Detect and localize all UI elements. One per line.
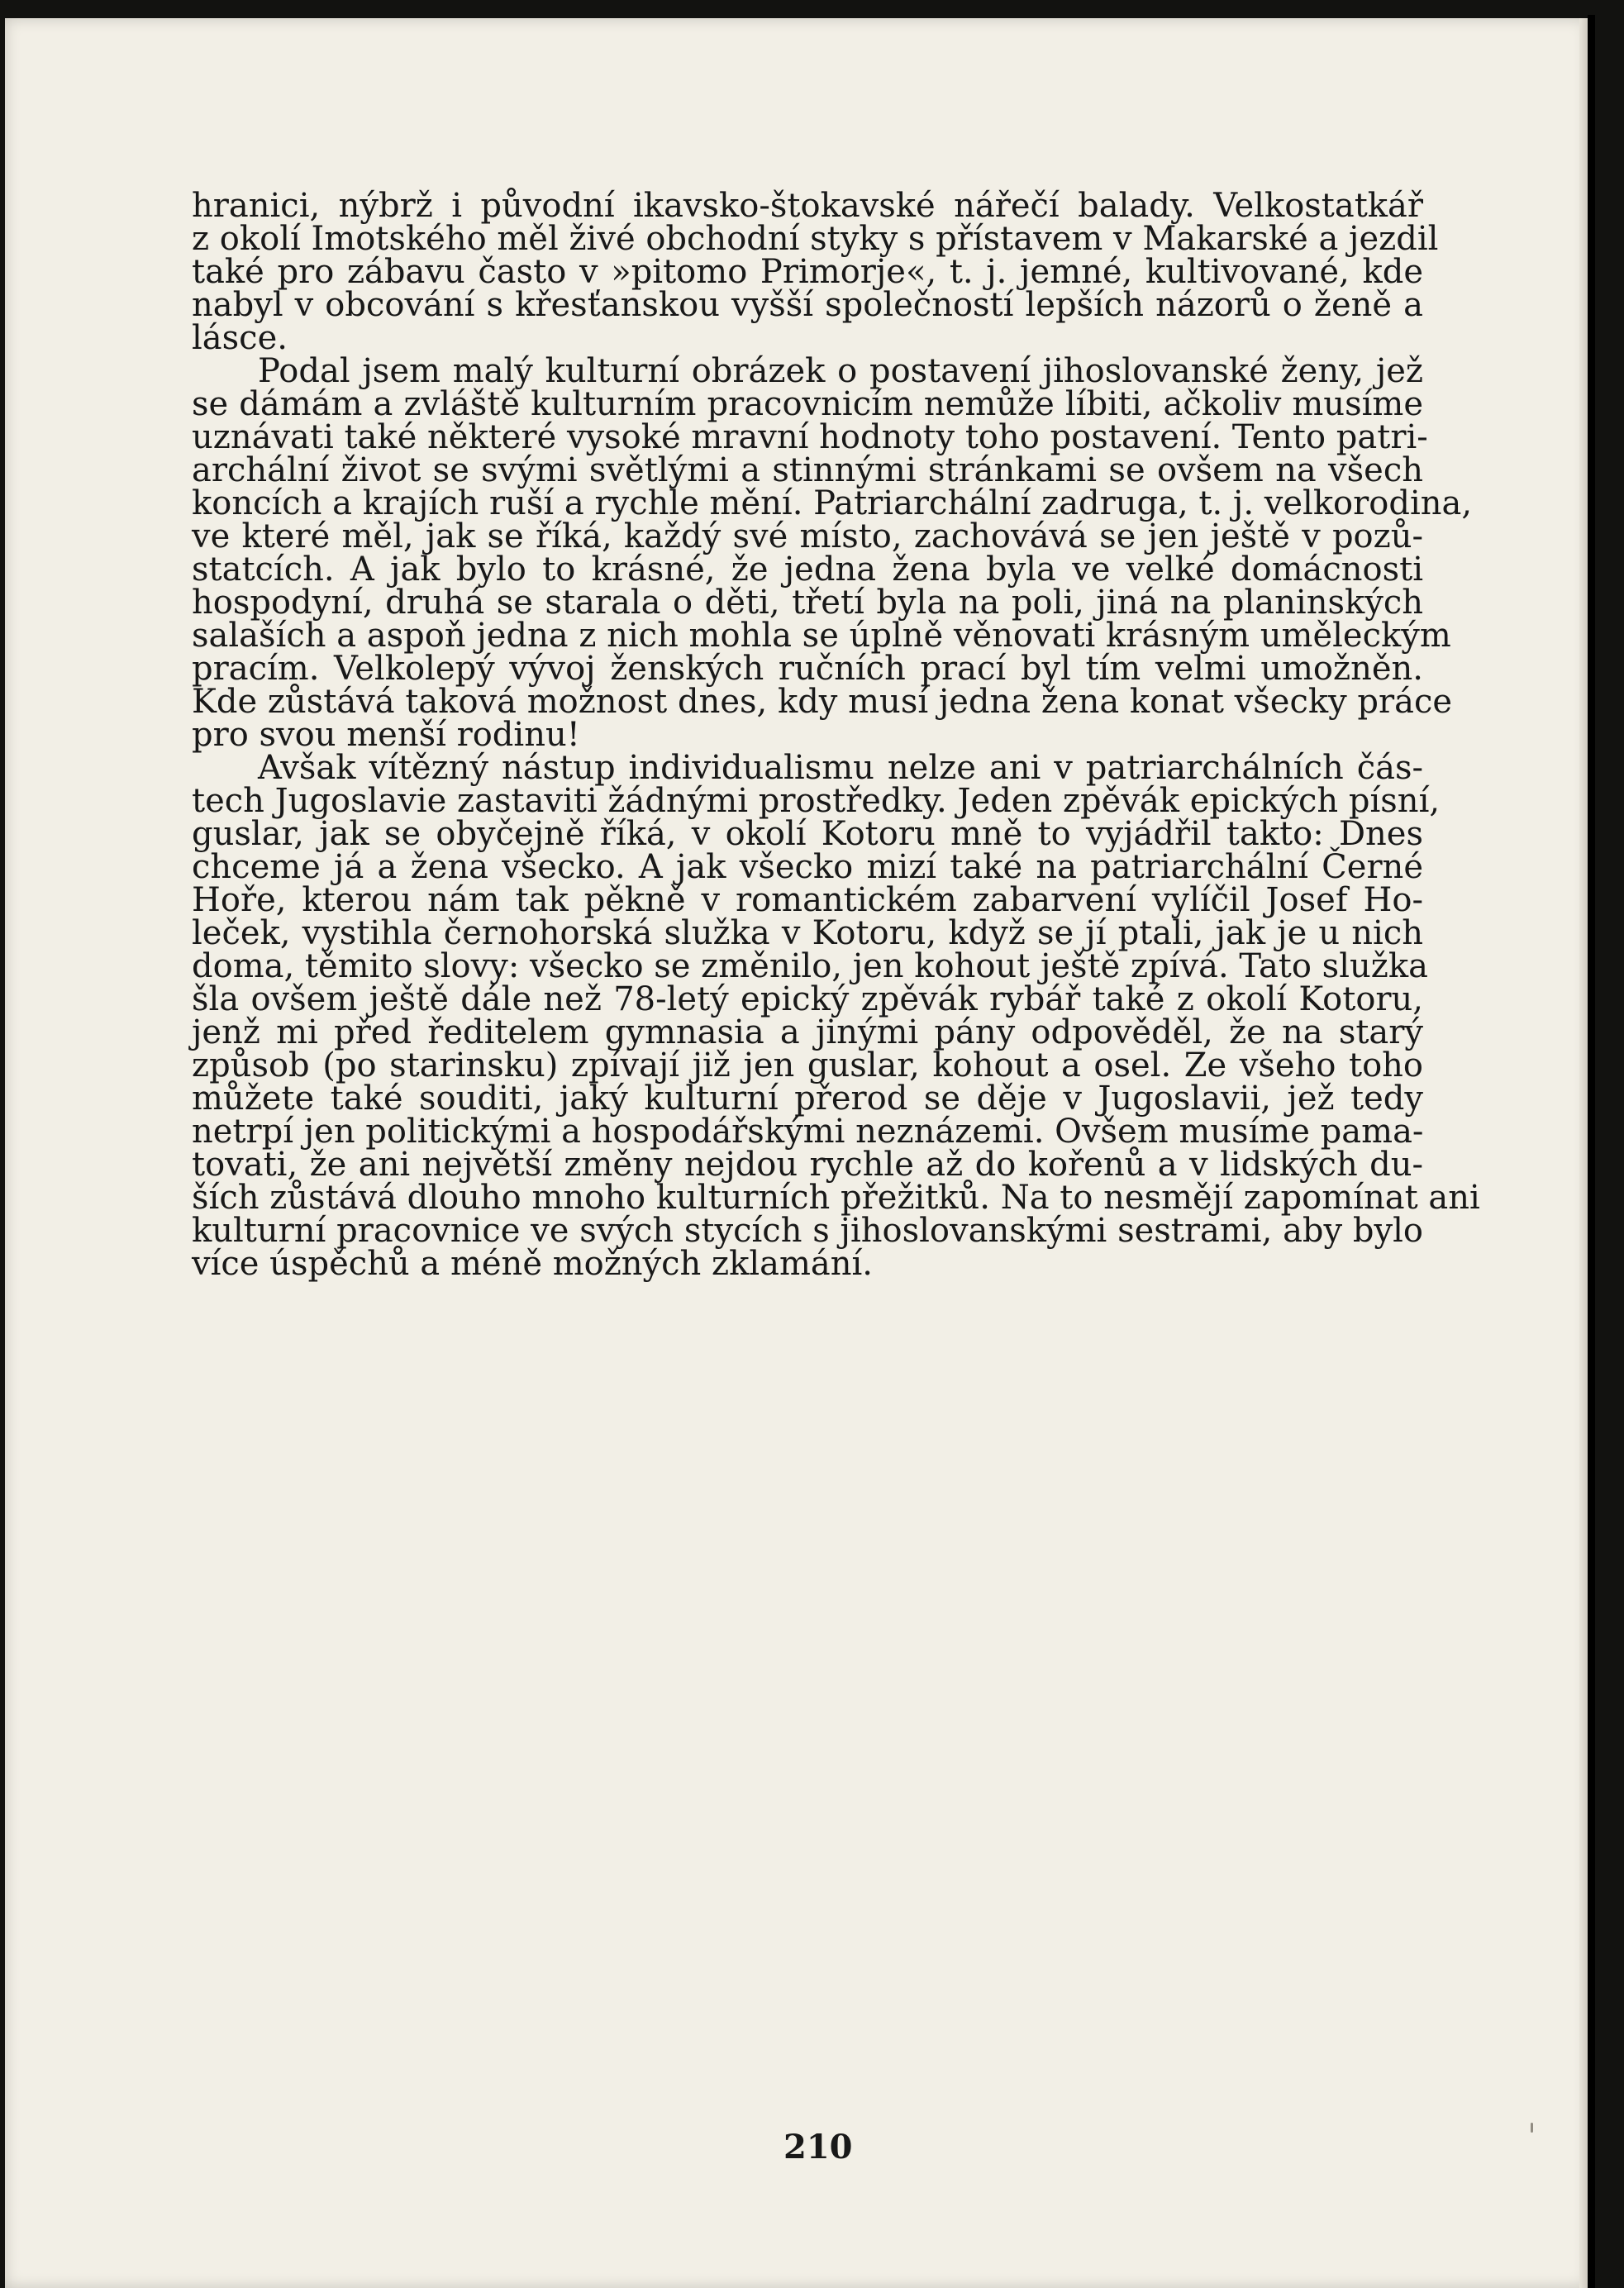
text-line-30: tovati, že ani největší změny nejdou rychle až do kořenů a v lidských du-: [192, 1146, 1423, 1184]
text-line-23: leček, vystihla černohorská služka v Kotoru, když se jí ptali, jak je u nich: [192, 914, 1423, 952]
page-number: 210: [783, 2128, 853, 2166]
text-line-31: ších zůstává dlouho mnoho kulturních přežitků. Na to nesmějí zapomínat ani: [192, 1179, 1480, 1217]
text-line-21: chceme já a žena všecko. A jak všecko mizí také na patriarchální Černé: [192, 848, 1423, 886]
text-line-17: pro svou menší rodinu!: [192, 716, 580, 754]
text-line-11: ve které měl, jak se říká, každý své místo, zachovává se jen ještě v pozů-: [192, 517, 1423, 555]
text-line-8: uznávati také některé vysoké mravní hodnoty toho postavení. Tento patri-: [192, 418, 1428, 456]
text-line-28: můžete také souditi, jaký kulturní přerod se děje v Jugoslavii, jež tedy: [192, 1080, 1423, 1118]
text-line-12: statcích. A jak bylo to krásné, že jedna žena byla ve velké domácnosti: [192, 551, 1423, 589]
text-line-4: nabyl v obcování s křesťanskou vyšší společností lepších názorů o ženě a: [192, 286, 1423, 324]
text-line-20: guslar, jak se obyčejně říká, v okolí Kotoru mně to vyjádřil takto: Dnes: [192, 815, 1423, 853]
text-line-10: koncích a krajích ruší a rychle mění. Patriarchální zadruga, t. j. velkorodina,: [192, 484, 1473, 522]
text-line-5: lásce.: [192, 319, 288, 357]
text-line-22: Hoře, kterou nám tak pěkně v romantickém zabarvení vylíčil Josef Ho-: [192, 881, 1423, 919]
text-line-29: netrpí jen politickými a hospodářskými neznázemi. Ovšem musíme pama-: [192, 1113, 1424, 1151]
text-line-27: způsob (po starinsku) zpívají již jen guslar, kohout a osel. Ze všeho toho: [192, 1046, 1423, 1084]
text-line-9: archální život se svými světlými a stinnými stránkami se ovšem na všech: [192, 451, 1423, 489]
text-line-18: Avšak vítězný nástup individualismu nelze ani v patriarchálních čás-: [258, 749, 1423, 787]
text-line-19: tech Jugoslavie zastaviti žádnými prostředky. Jeden zpěvák epických písní,: [192, 782, 1441, 820]
text-line-13: hospodyní, druhá se starala o děti, třetí byla na poli, jiná na planinských: [192, 584, 1423, 622]
text-line-6: Podal jsem malý kulturní obrázek o postavení jihoslovanské ženy, jež: [258, 352, 1423, 390]
text-line-15: pracím. Velkolepý vývoj ženských ručních prací byl tím velmi umožněn.: [192, 650, 1423, 688]
margin-mark: [1531, 2123, 1533, 2133]
text-line-2: z okolí Imotského měl živé obchodní styky s přístavem v Makarské a jezdil: [192, 220, 1439, 258]
text-line-25: šla ovšem ještě dále než 78-letý epický zpěvák rybář také z okolí Kotoru,: [192, 980, 1423, 1018]
text-line-26: jenž mi před ředitelem gymnasia a jinými pány odpověděl, že na starý: [192, 1013, 1423, 1051]
text-line-24: doma, těmito slovy: všecko se změnilo, jen kohout ještě zpívá. Tato služka: [192, 947, 1428, 985]
body-text: [192, 187, 1480, 1429]
text-line-33: více úspěchů a méně možných zklamání.: [192, 1245, 874, 1283]
text-line-7: se dámám a zvláště kulturním pracovnicím nemůže líbiti, ačkoliv musíme: [192, 385, 1423, 423]
text-line-3: také pro zábavu často v »pitomo Primorje«, t. j. jemné, kultivované, kde: [192, 253, 1423, 291]
text-line-32: kulturní pracovnice ve svých stycích s jihoslovanskými sestrami, aby bylo: [192, 1212, 1423, 1250]
text-line-14: salaších a aspoň jedna z nich mohla se úplně věnovati krásným uměleckým: [192, 617, 1451, 655]
page-edge-rule: [1588, 15, 1595, 2288]
text-line-16: Kde zůstává taková možnost dnes, kdy musí jedna žena konat všecky práce: [192, 683, 1453, 721]
text-line-1: hranici, nýbrž i původní ikavsko-štokavské nářečí balady. Velkostatkář: [192, 187, 1423, 225]
